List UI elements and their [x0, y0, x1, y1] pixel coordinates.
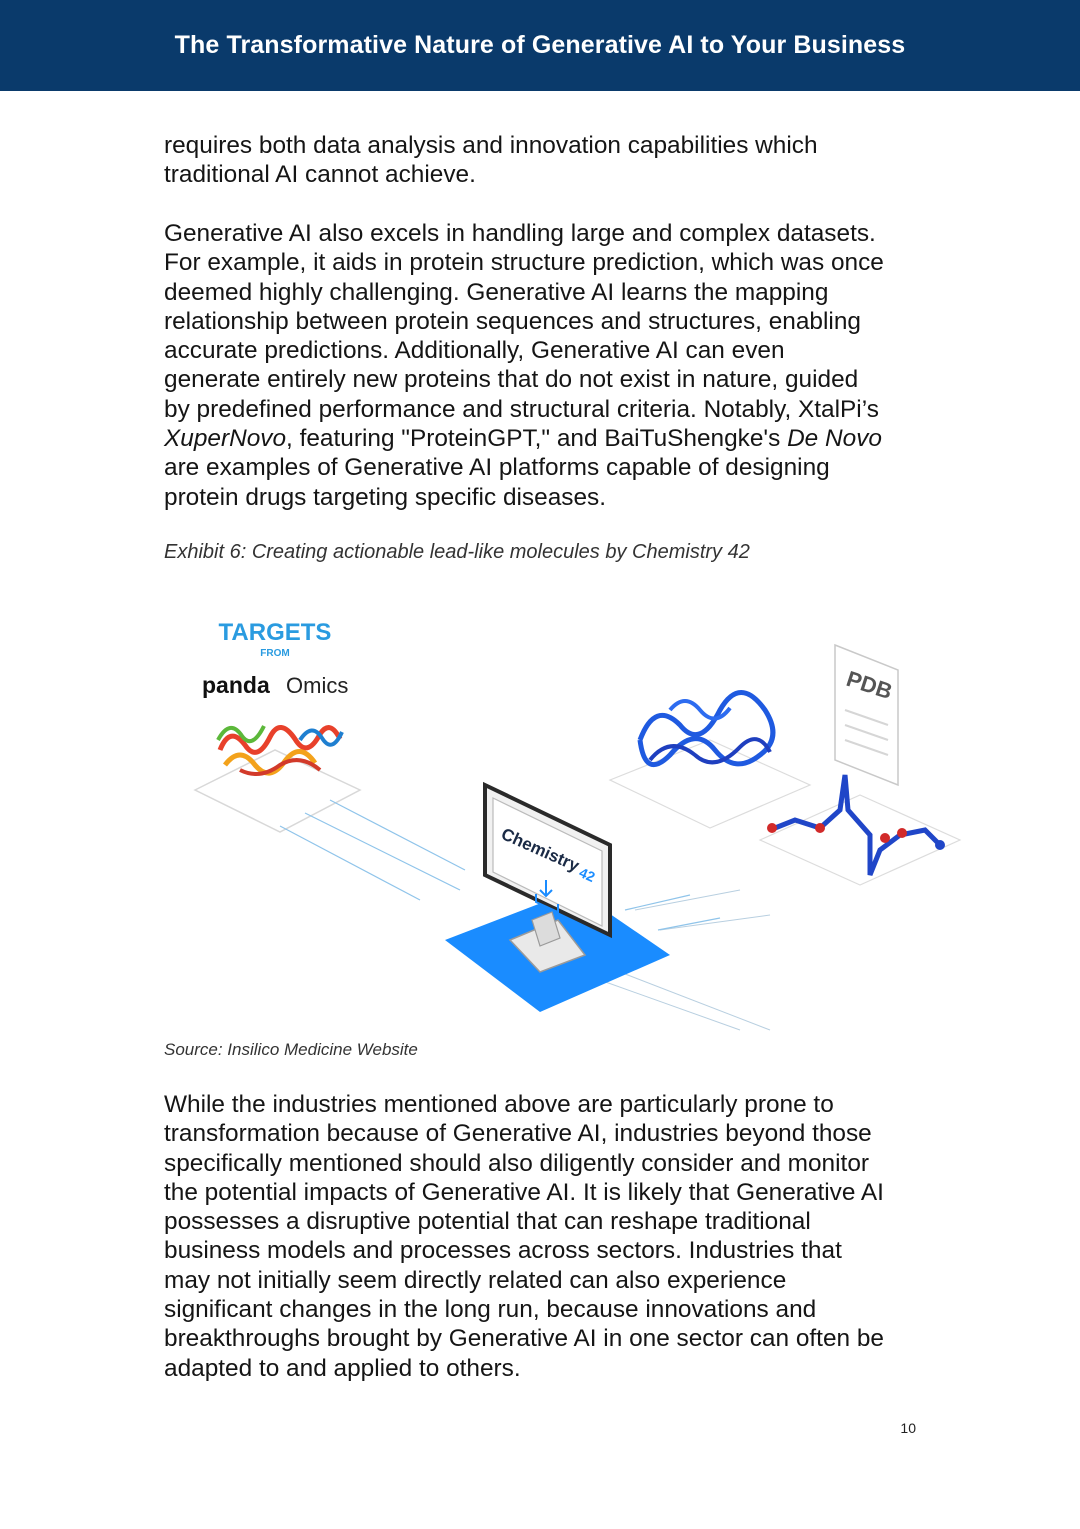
pdb-text: PDB [843, 665, 896, 705]
paragraph-industries [164, 1090, 924, 1383]
xupernovo-italic: XuperNovo [164, 425, 287, 453]
text-line: transformation because of Generative AI, industries beyond those [164, 1120, 872, 1148]
monitor-chemistry-text: Chemistry [498, 824, 583, 876]
text-line: the potential impacts of Generative AI. It is likely that Generative AI [164, 1178, 884, 1206]
from-text: FROM [260, 648, 290, 659]
text-line: protein drugs targeting specific diseases. [164, 483, 606, 511]
output-arrows [625, 895, 720, 930]
monitor-number-text: 42 [576, 864, 598, 886]
chemistry42-figure [180, 600, 980, 1040]
paragraph-intro [164, 131, 924, 190]
text-line: traditional AI cannot achieve. [164, 161, 476, 189]
targets-text: TARGETS [218, 619, 332, 646]
text-line: adapted to and applied to others. [164, 1354, 521, 1382]
text-line: accurate predictions. Additionally, Generative AI can even [164, 337, 785, 365]
header-title: The Transformative Nature of Generative AI to Your Business [174, 31, 906, 59]
exhibit-source: Source: Insilico Medicine Website [164, 1040, 418, 1059]
text-line: possesses a disruptive potential that can reshape traditional [164, 1208, 811, 1236]
text-line: may not initially seem directly related can also experience [164, 1266, 787, 1294]
text-line: requires both data analysis and innovation capabilities which [164, 132, 818, 159]
text-line: significant changes in the long run, because innovations and [164, 1296, 817, 1324]
exhibit-caption: Exhibit 6: Creating actionable lead-like molecules by Chemistry 42 [164, 541, 750, 563]
text-line: While the industries mentioned above are particularly prone to [164, 1091, 834, 1118]
text-line: specifically mentioned should also diligently consider and monitor [164, 1149, 870, 1177]
panda-text: panda [202, 672, 270, 698]
page-number: 10 [900, 1420, 916, 1436]
header-bar [0, 0, 1080, 91]
pdb-protein [610, 693, 810, 829]
target-arrows [280, 800, 465, 900]
text-line: deemed highly challenging. Generative AI learns the mapping [164, 278, 829, 306]
text-fragment: , featuring "ProteinGPT," and BaiTuShengke's [286, 425, 788, 453]
paragraph-protein [164, 219, 924, 512]
text-line: relationship between protein sequences and structures, enabling [164, 307, 861, 335]
text-line: business models and processes across sectors. Industries that [164, 1237, 842, 1265]
text-line: are examples of Generative AI platforms capable of designing [164, 454, 830, 482]
chemistry42-illustration [180, 600, 980, 1040]
omics-text: Omics [286, 673, 349, 698]
target-protein-platform [195, 726, 360, 832]
pdb-document [835, 645, 898, 785]
text-line: by predefined performance and structural criteria. Notably, XtalPi’s [164, 395, 879, 423]
text-line: generate entirely new proteins that do not exist in nature, guided [164, 366, 859, 394]
text-line: For example, it aids in protein structure prediction, which was once [164, 249, 884, 277]
text-line: breakthroughs brought by Generative AI in one sector can often be [164, 1325, 884, 1353]
de-novo-italic: De Novo [787, 425, 882, 453]
ligand-molecule [760, 775, 960, 885]
text-line: Generative AI also excels in handling large and complex datasets. [164, 220, 876, 247]
